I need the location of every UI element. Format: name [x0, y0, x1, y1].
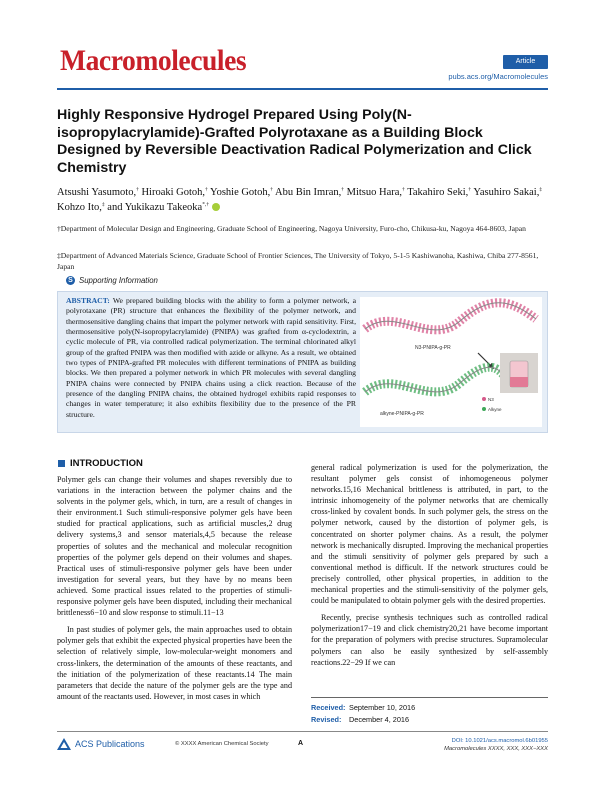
- author[interactable]: Yasuhiro Sakai,‡: [473, 186, 543, 198]
- affiliation: †Department of Molecular Design and Engineering, Graduate School of Engineering, Nagoya University, Furo-cho, Chikusa-ku, Nagoya 464-8603, Japan: [57, 224, 526, 233]
- author-list: [57, 186, 547, 215]
- header-rule: [57, 88, 548, 90]
- graphic-label-top: N3-PNIPA-g-PR: [415, 345, 451, 351]
- acs-publications-logo[interactable]: ACS Publications: [57, 738, 145, 750]
- page-number: A: [298, 740, 304, 747]
- doi-block: [444, 737, 548, 753]
- abstract: [66, 296, 356, 420]
- graphic-label-side2: Alkyne: [488, 407, 502, 412]
- doi-link[interactable]: DOI: 10.1021/acs.macromol.6b01955: [451, 738, 548, 744]
- legend-dot-icon: [482, 407, 486, 411]
- legend-dot-icon: [482, 397, 486, 401]
- supporting-info-icon: S: [66, 276, 75, 285]
- copyright: © XXXX American Chemical Society: [175, 741, 269, 747]
- toc-graphic: [360, 297, 542, 427]
- author[interactable]: Takahiro Seki,†: [407, 186, 472, 198]
- citation: Macromolecules XXXX, XXX, XXX−XXX: [444, 746, 548, 752]
- journal-url-link[interactable]: pubs.acs.org/Macromolecules: [448, 72, 548, 81]
- revised-date: Revised: December 4, 2016: [311, 715, 410, 724]
- abstract-label: ABSTRACT:: [66, 296, 110, 305]
- author[interactable]: Atsushi Yasumoto,†: [57, 186, 139, 198]
- graphic-label-bottom: alkyne-PNIPA-g-PR: [380, 411, 424, 417]
- supporting-information-link[interactable]: S Supporting Information: [66, 276, 158, 285]
- article-title: Highly Responsive Hydrogel Prepared Using Poly(N-isopropylacrylamide)-Grafted Polyrotaxane as a Building Block Designed by Reversible Deactivation Radical Polymerization and Click Chemistry: [57, 107, 532, 176]
- author[interactable]: Hiroaki Gotoh,†: [141, 186, 208, 198]
- journal-logo[interactable]: Macromolecules: [60, 44, 247, 77]
- graphic-label-side1: N3: [488, 397, 494, 402]
- section-heading-introduction: INTRODUCTION: [58, 458, 143, 469]
- author[interactable]: Mitsuo Hara,†: [346, 186, 405, 198]
- body-paragraph: Recently, precise synthesis techniques such as controlled radical polymerization17−19 and click chemistry20,21 have become important for the preparation of polymers with precise structures. Supramolecular polymers can also be easily synthesized by self-assembly reactions.22−29 If we can: [311, 613, 548, 667]
- article-dates: [311, 697, 548, 726]
- body-column-right: [311, 462, 548, 674]
- acs-triangle-icon: [57, 738, 71, 750]
- article-type-badge: Article: [503, 55, 548, 69]
- section-bullet-icon: [58, 460, 65, 467]
- affiliation: ‡Department of Advanced Materials Science, Graduate School of Frontier Sciences, The University of Tokyo, 5-1-5 Kashiwanoha, Kashiwa, Chiba 277-8561, Japan: [57, 251, 539, 271]
- body-column-left: [57, 474, 292, 708]
- body-paragraph: Polymer gels can change their volumes and shapes reversibly due to variations in the interaction between the polymer chains and the solvents in the polymer gels, which, in turn, are a result of changes in their environment.1 Such stimuli-responsive polymer gels have been studied for practical applications, such as artificial muscles,2 drug delivery systems,3 and sensor materials,4,5 because the release properties of solutes and the mechanical and molecular recognition properties of the polymer gels depend on their volumes and shapes. Practical uses of stimuli-responsive polymer gels have been under investigation for several years, but they have by no means been achieved. Some practical issues related to the properties of stimuli-responsive polymer gels have been disputed, including their mechanical brittleness6−10 and slow response to stimuli.11−13: [57, 475, 292, 618]
- abstract-body: We prepared building blocks with the ability to form a polymer network, a polyrotaxane (PR) structure that enhances the flexibility of the polymer network, and thermosensitive dangling chains that impart the polymer network with rapid sensitivity. First, thermosensitive poly(N-isopropylacrylamide) (PNIPA) was grafted from α-cyclodextrin, a cyclic molecule of PR, via controlled radical polymerization. The terminal chlorinated alkyl group of the grafted PNIPA was then modified with azide or alkyne. As a result, we obtained two types of PNIPA-grafted PR molecules with different terminations of PNIPA as building blocks. We then prepared a polymer network in which PR molecules with several dangling PNIPA chains were connected by PNIPA chains using a click reaction. Because of the presence of the dangling PNIPA chains, the obtained hydrogel exhibits rapid responses to changes in water temperature; it also exhibits flexibility due to the presence of the PR structure.: [66, 296, 356, 419]
- body-paragraph: In past studies of polymer gels, the main approaches used to obtain polymer gels that exhibit the expected physical properties have been the selection of relatively simple, low-molecular-weight monomers and cross-linkers, the determination of the amounts of these reactants, and the initiation of the polymerization of these reactants.14 The main parameters that decide the nature of the polymer gels are the type and amount of the reactants used. However, in most cases in which: [57, 625, 292, 701]
- orcid-icon[interactable]: [212, 203, 220, 211]
- author-corresponding[interactable]: and Yukikazu Takeoka*,†: [107, 202, 219, 213]
- body-paragraph: general radical polymerization is used for the polymerization, the resultant polymer gels consist of inhomogeneous polymer networks.15,16 Mechanical brittleness is attributed, in part, to the intrinsic inhomogeneity of the polymer networks that are chemically cross-linked by covalent bonds. In such polymer gels, the stress on the polymer network, caused by the distortion of polymer gels, is concentrated on shorter polymer chains. As a result, the polymer network is mechanically disrupted. Improving the mechanical properties and the stimuli sensitivity of polymer gels prepared by such a conventional method is difficult. If the network structures could be precisely controlled, other physical properties, in addition to the mechanical properties and the stimuli-sensitivity of the polymer gels, could be manipulated to obtain polymer gels with the desired properties.: [311, 463, 548, 606]
- received-date: Received: September 10, 2016: [311, 703, 416, 712]
- author[interactable]: Yoshie Gotoh,†: [210, 186, 273, 198]
- footer-rule: [57, 731, 548, 732]
- author[interactable]: Abu Bin Imran,†: [275, 186, 344, 198]
- gel-vial-photo-icon: [500, 353, 538, 393]
- author[interactable]: Kohzo Ito,‡: [57, 201, 105, 213]
